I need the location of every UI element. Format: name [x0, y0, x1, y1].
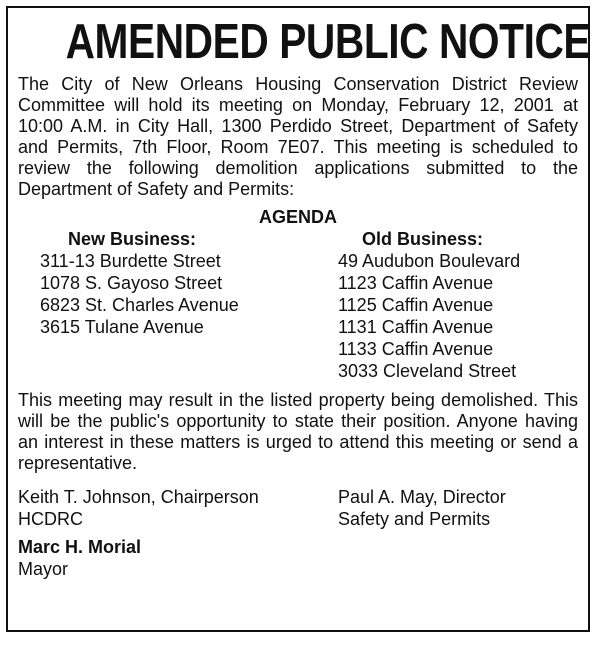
old-business-address: 1131 Caffin Avenue	[338, 317, 494, 337]
director-name: Paul A. May, Director	[338, 487, 506, 507]
old-business-address: 1123 Caffin Avenue	[338, 273, 494, 293]
new-business-column	[18, 228, 318, 382]
signature-block	[18, 486, 578, 530]
new-business-address: 311-13 Burdette Street	[40, 251, 221, 271]
new-business-heading: New Business:	[68, 229, 197, 249]
director-org: Safety and Permits	[338, 509, 491, 529]
old-business-address: 1125 Caffin Avenue	[338, 295, 494, 315]
old-business-column	[338, 228, 578, 382]
intro-paragraph: The City of New Orleans Housing Conservation District Review Committee will hold its meeting on Monday, February 12, 2001 at 10:00 A.M. in City Hall, 1300 Perdido Street, Department of Safety and Permits, 7th Floor, Room 7E07. This meeting is scheduled to review the following demolition applications submitted to the Department of Safety and Permits:	[18, 74, 578, 199]
public-notice	[6, 6, 590, 632]
new-business-address: 1078 S. Gayoso Street	[40, 273, 223, 293]
agenda-title: AGENDA	[258, 207, 337, 227]
mayor-title: Mayor	[18, 559, 69, 579]
director-signature	[338, 486, 578, 530]
new-business-address: 3615 Tulane Avenue	[40, 317, 204, 337]
notice-headline: AMENDED PUBLIC NOTICE	[65, 15, 591, 69]
old-business-address: 1133 Caffin Avenue	[338, 339, 494, 359]
new-business-address: 6823 St. Charles Avenue	[40, 295, 239, 315]
old-business-address: 3033 Cleveland Street	[338, 361, 517, 381]
old-business-heading: Old Business:	[362, 229, 484, 249]
old-business-address: 49 Audubon Boulevard	[338, 251, 521, 271]
closing-paragraph: This meeting may result in the listed property being demolished. This will be the public's opportunity to state their position. Anyone having an interest in these matters is urged to attend this meeting or send a representative.	[18, 390, 578, 473]
chairperson-name: Keith T. Johnson, Chairperson	[18, 487, 259, 507]
agenda-columns	[18, 228, 578, 382]
mayor-name: Marc H. Morial	[18, 537, 142, 557]
chairperson-signature	[18, 486, 318, 530]
chairperson-org: HCDRC	[18, 509, 83, 529]
mayor-signature	[18, 536, 578, 580]
